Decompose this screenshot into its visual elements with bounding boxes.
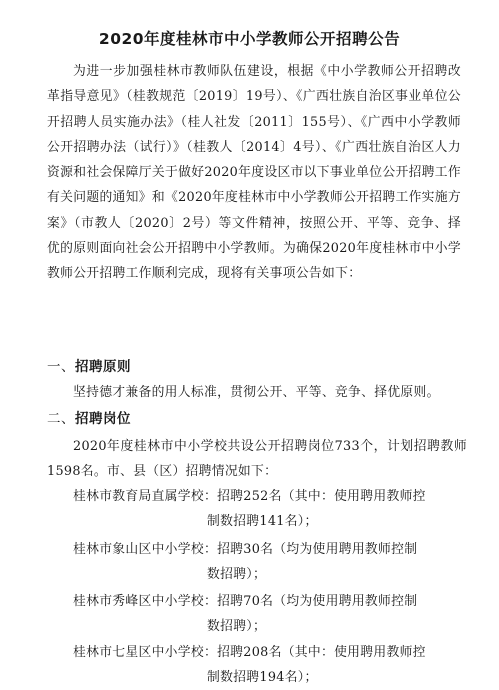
section-number: 二、 (47, 411, 75, 427)
unit-name: 桂林市七星区中小学校： (73, 645, 218, 660)
unit-name: 桂林市象山区中小学校： (73, 542, 218, 557)
list-item (73, 589, 417, 614)
unit-name: 桂林市秀峰区中小学校： (73, 594, 218, 609)
intro-paragraph: 为进一步加强桂林市教师队伍建设，根据《中小学教师公开招聘改革指导意见》（桂教规范〔2019〕19号）、《广西壮族自治区事业单位公开招聘人员实施办法》（桂人社发〔2011〕155号）、《广西中小学教师公开招聘办法（试行）》（桂教人〔2014〕4号）、《广西壮族自治区人力资源和社会保障厅关于做好2020年度设区市以下事业单位公开招聘工作有关问题的通知》和《2020年度桂林市中小学教师公开招聘工作实施方案》（市教人〔2020〕2号）等文件精神，按照公开、平等、竞争、择优的原则面向社会公开招聘中小学教师。为确保2020年度桂林市中小学教师公开招聘工作顺利完成，现将有关事项公告如下： (47, 64, 461, 282)
entry-detail-continued: 制数招聘194名）； (207, 670, 318, 685)
entry-detail: 招聘70名（均为使用聘用教师控制 (217, 594, 418, 609)
entry-detail-continued: 制数招聘141名）； (207, 514, 318, 529)
section-title: 招聘岗位 (75, 411, 131, 427)
section-heading-principles (47, 355, 131, 375)
section-heading-positions (47, 407, 131, 427)
entry-detail: 招聘208名（其中：使用聘用教师控 (217, 645, 426, 660)
page-title: 2020年度桂林市中小学教师公开招聘公告 (98, 30, 401, 48)
section-number: 一、 (47, 359, 75, 375)
unit-name: 桂林市教育局直属学校： (73, 489, 218, 504)
principles-paragraph: 坚持德才兼备的用人标准，贯彻公开、平等、竞争、择优原则。 (73, 385, 440, 400)
entry-detail: 招聘30名（均为使用聘用教师控制 (217, 542, 418, 557)
section-title: 招聘原则 (75, 359, 131, 375)
list-item (73, 640, 426, 665)
entry-detail-continued: 数招聘）； (207, 567, 267, 582)
positions-paragraph: 2020年度桂林市中小学校共设公开招聘岗位733个，计划招聘教师1598名。市、县（区）招聘情况如下： (47, 439, 467, 480)
entry-detail-continued: 数招聘）； (207, 619, 267, 634)
list-item (73, 484, 426, 509)
list-item (73, 537, 417, 562)
entry-detail: 招聘252名（其中：使用聘用教师控 (217, 489, 426, 504)
